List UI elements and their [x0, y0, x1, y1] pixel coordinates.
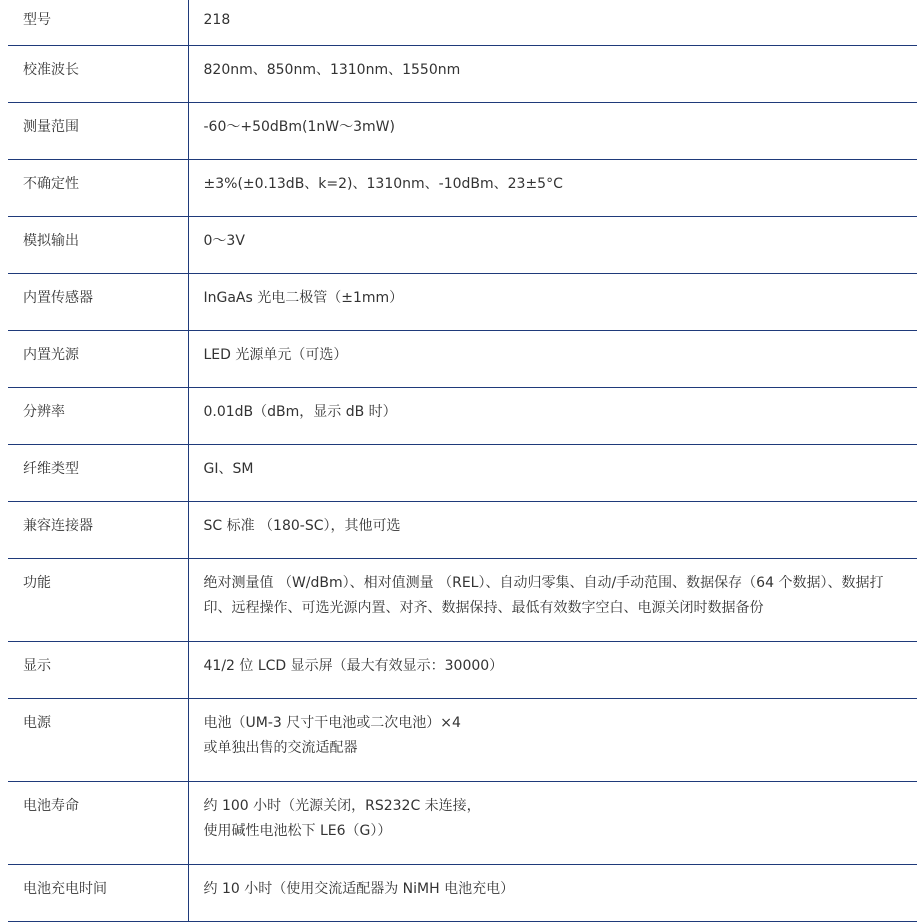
spec-value — [188, 642, 917, 699]
spec-row-model — [8, 0, 917, 46]
spec-value-line: -60～+50dBm(1nW～3mW) — [204, 115, 917, 140]
spec-label: 电池寿命 — [8, 782, 188, 865]
spec-value-line: LED 光源单元（可选） — [204, 343, 917, 368]
spec-label: 功能 — [8, 559, 188, 642]
spec-label: 电源 — [8, 699, 188, 782]
spec-label: 显示 — [8, 642, 188, 699]
spec-label: 内置传感器 — [8, 274, 188, 331]
spec-value — [188, 782, 917, 865]
spec-label: 电池充电时间 — [8, 865, 188, 922]
spec-row-builtin-sensor — [8, 274, 917, 331]
spec-value-line: 218 — [204, 8, 917, 33]
spec-value-line: 0.01dB（dBm，显示 dB 时） — [204, 400, 917, 425]
spec-value-line: 印、远程操作、可选光源内置、对齐、数据保持、最低有效数字空白、电源关闭时数据备份 — [204, 596, 917, 621]
spec-label: 不确定性 — [8, 160, 188, 217]
spec-value-line: 或单独出售的交流适配器 — [204, 736, 917, 761]
spec-row-battery-charge-time — [8, 865, 917, 922]
spec-value-line: InGaAs 光电二极管（±1mm） — [204, 286, 917, 311]
spec-value — [188, 388, 917, 445]
spec-label: 兼容连接器 — [8, 502, 188, 559]
spec-row-analog-output — [8, 217, 917, 274]
spec-label: 型号 — [8, 0, 188, 46]
spec-value — [188, 46, 917, 103]
spec-label: 内置光源 — [8, 331, 188, 388]
spec-value — [188, 160, 917, 217]
spec-value — [188, 559, 917, 642]
spec-row-resolution — [8, 388, 917, 445]
spec-label: 模拟输出 — [8, 217, 188, 274]
spec-value — [188, 274, 917, 331]
spec-value-line: GI、SM — [204, 457, 917, 482]
spec-value — [188, 103, 917, 160]
spec-label: 纤维类型 — [8, 445, 188, 502]
spec-value-line: 电池（UM-3 尺寸干电池或二次电池）×4 — [204, 711, 917, 736]
spec-value-line: 0～3V — [204, 229, 917, 254]
spec-value-line: 绝对测量值 （W/dBm）、相对值测量 （REL）、自动归零集、自动/手动范围、数据保存（64 个数据）、数据打 — [204, 571, 917, 596]
spec-row-battery-life — [8, 782, 917, 865]
spec-row-compatible-connector — [8, 502, 917, 559]
spec-row-power-supply — [8, 699, 917, 782]
spec-value — [188, 445, 917, 502]
spec-row-display — [8, 642, 917, 699]
spec-value — [188, 217, 917, 274]
spec-row-measurement-range — [8, 103, 917, 160]
spec-table — [8, 0, 917, 922]
spec-value-line: 约 100 小时（光源关闭，RS232C 未连接， — [204, 794, 917, 819]
spec-label: 测量范围 — [8, 103, 188, 160]
spec-row-functions — [8, 559, 917, 642]
spec-value-line: 820nm、850nm、1310nm、1550nm — [204, 58, 917, 83]
spec-row-fiber-type — [8, 445, 917, 502]
spec-row-builtin-light-source — [8, 331, 917, 388]
spec-row-uncertainty — [8, 160, 917, 217]
spec-value — [188, 0, 917, 46]
spec-value-line: ±3%(±0.13dB、k=2)、1310nm、-10dBm、23±5°C — [204, 172, 917, 197]
spec-value — [188, 502, 917, 559]
spec-value-line: 41/2 位 LCD 显示屏（最大有效显示：30000） — [204, 654, 917, 679]
spec-row-calibration-wavelength — [8, 46, 917, 103]
spec-value-line: SC 标准 （180-SC），其他可选 — [204, 514, 917, 539]
spec-value-line: 使用碱性电池松下 LE6（G）） — [204, 819, 917, 844]
spec-value — [188, 331, 917, 388]
spec-label: 分辨率 — [8, 388, 188, 445]
spec-value — [188, 865, 917, 922]
spec-value — [188, 699, 917, 782]
spec-value-line: 约 10 小时（使用交流适配器为 NiMH 电池充电） — [204, 877, 917, 902]
spec-label: 校准波长 — [8, 46, 188, 103]
